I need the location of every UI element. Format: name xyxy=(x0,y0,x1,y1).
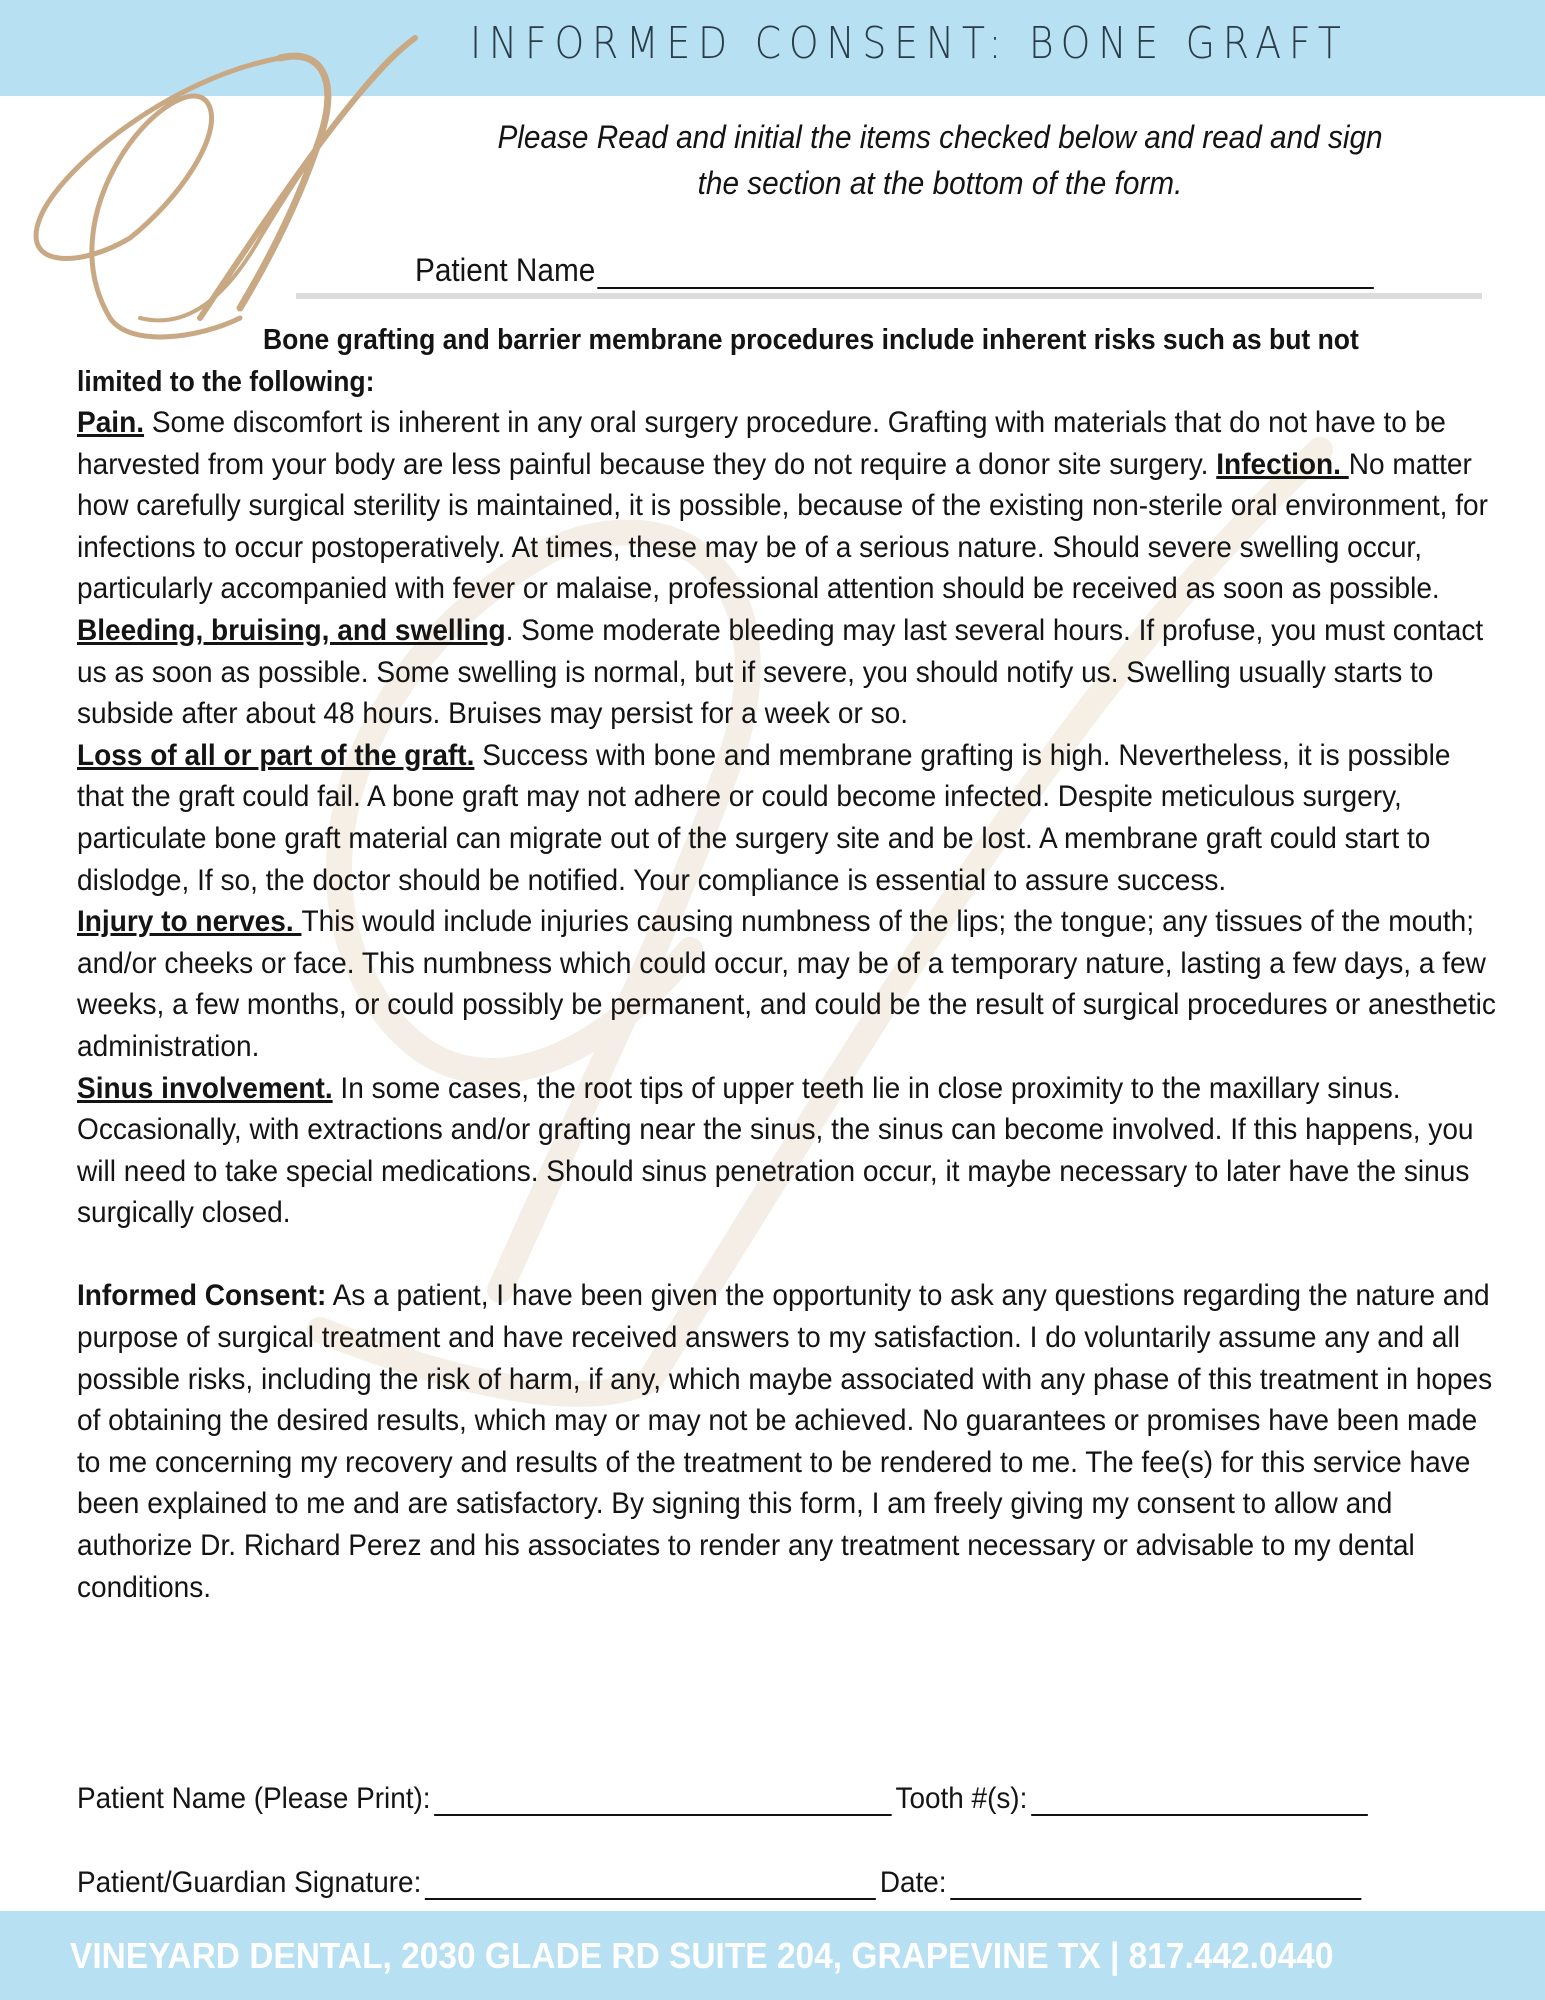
risk-text-nerves: This would include injuries causing numbness of the lips; the tongue; any tissues of the mouth; and/or cheeks or face. This numbness which could occur, may be of a temporary nature, lasting a few days, a few weeks, a few months, or could possibly be permanent, and could be the result of surgical procedures or anesthetic administration. xyxy=(77,905,1496,1063)
signature-input[interactable] xyxy=(425,1870,876,1900)
risk-title-bleeding: Bleeding, bruising, and swelling xyxy=(77,613,506,647)
risk-paragraph-sinus xyxy=(77,1068,1498,1234)
date-label: Date: xyxy=(879,1866,947,1899)
tooth-input[interactable] xyxy=(1031,1786,1368,1816)
patient-name-print-label: Patient Name (Please Print): xyxy=(77,1782,431,1815)
risk-title-sinus: Sinus involvement. xyxy=(77,1071,333,1105)
patient-name-label: Patient Name xyxy=(415,252,596,288)
instructions-line-2: the section at the bottom of the form. xyxy=(697,165,1183,201)
risk-title-nerves: Injury to nerves. xyxy=(77,905,302,939)
tooth-label: Tooth #(s): xyxy=(895,1782,1028,1815)
risk-title-pain: Pain. xyxy=(77,406,145,439)
consent-text: As a patient, I have been given the opportunity to ask any questions regarding the nature and purpose of surgical treatment and have received answers to my satisfaction. I do voluntarily assume any and all possible risks, including the risk of harm, if any, which maybe associated with any phase of this treatment in hopes of obtaining the desired results, which may or may not be achieved. No guarantees or promises have been made to me concerning my recovery and results of the treatment to be rendered to me. The fee(s) for this service have been explained to me and are satisfactory. By signing this form, I am freely giving my consent to allow and authorize Dr. Richard Perez and his associates to render any treatment necessary or advisable to my dental conditions. xyxy=(77,1279,1493,1604)
patient-name-tooth-row xyxy=(77,1782,1371,1816)
footer-contact: VINEYARD DENTAL, 2030 GLADE RD SUITE 204, GRAPEVINE TX | 817.442.0440 xyxy=(70,1935,1334,1976)
risk-text-sinus: In some cases, the root tips of upper teeth lie in close proximity to the maxillary sinus. Occasionally, with extractions and/or grafting near the sinus, the sinus can become involved. If this happens, you will need to take special medications. Should sinus penetration occur, it maybe necessary to later have the sinus surgically closed. xyxy=(77,1071,1474,1230)
patient-name-print-input[interactable] xyxy=(434,1786,892,1816)
divider xyxy=(296,293,1482,299)
risk-text-graft-loss: Success with bone and membrane grafting is high. Nevertheless, it is possible that the graft could fail. A bone graft may not adhere or could become infected. Despite meticulous surgery, particulate bone graft material can migrate out of the surgery site and be lost. A membrane graft could start to dislodge, If so, the doctor should be notified. Your compliance is essential to assure success. xyxy=(77,738,1451,897)
risk-text-pain: Some discomfort is inherent in any oral surgery procedure. Grafting with materials that do not have to be harvested from your body are less painful because they do not require a donor site surgery. xyxy=(77,406,1446,481)
risk-paragraph-graft-loss xyxy=(77,735,1498,901)
consent-title: Informed Consent: xyxy=(77,1279,327,1313)
spacer xyxy=(77,1234,1498,1276)
risk-title-infection: Infection. xyxy=(1216,447,1349,481)
risk-paragraph-pain-infection-bleeding xyxy=(77,402,1498,735)
patient-name-input[interactable] xyxy=(597,255,1374,289)
signature-date-row xyxy=(77,1866,1365,1900)
risks-intro: Bone grafting and barrier membrane procedures include inherent risks such as but not limited to the following: xyxy=(77,324,1359,398)
signature-label: Patient/Guardian Signature: xyxy=(77,1866,422,1899)
document-body xyxy=(77,402,1498,1608)
page-title: INFORMED CONSENT: BONE GRAFT xyxy=(470,18,1349,69)
risk-text-bleeding: . Some moderate bleeding may last several hours. If profuse, you must contact us as soon as possible. Some swelling is normal, but if severe, you should notify us. Swelling usually starts to subside after about 48 hours. Bruises may persist for a week or so. xyxy=(77,613,1484,731)
risk-paragraph-nerves xyxy=(77,901,1498,1067)
risk-text-infection: No matter how carefully surgical sterility is maintained, it is possible, because of the existing non-sterile oral environment, for infections to occur postoperatively. At times, these may be of a serious nature. Should severe swelling occur, particularly accompanied with fever or malaise, professional attention should be received as soon as possible. xyxy=(77,447,1488,606)
instructions xyxy=(429,114,1452,206)
consent-paragraph xyxy=(77,1275,1498,1608)
patient-name-field-top xyxy=(415,252,1374,289)
date-input[interactable] xyxy=(950,1870,1361,1900)
instructions-line-1: Please Read and initial the items checked below and read and sign xyxy=(497,119,1383,155)
risk-title-graft-loss: Loss of all or part of the graft. xyxy=(77,738,475,772)
